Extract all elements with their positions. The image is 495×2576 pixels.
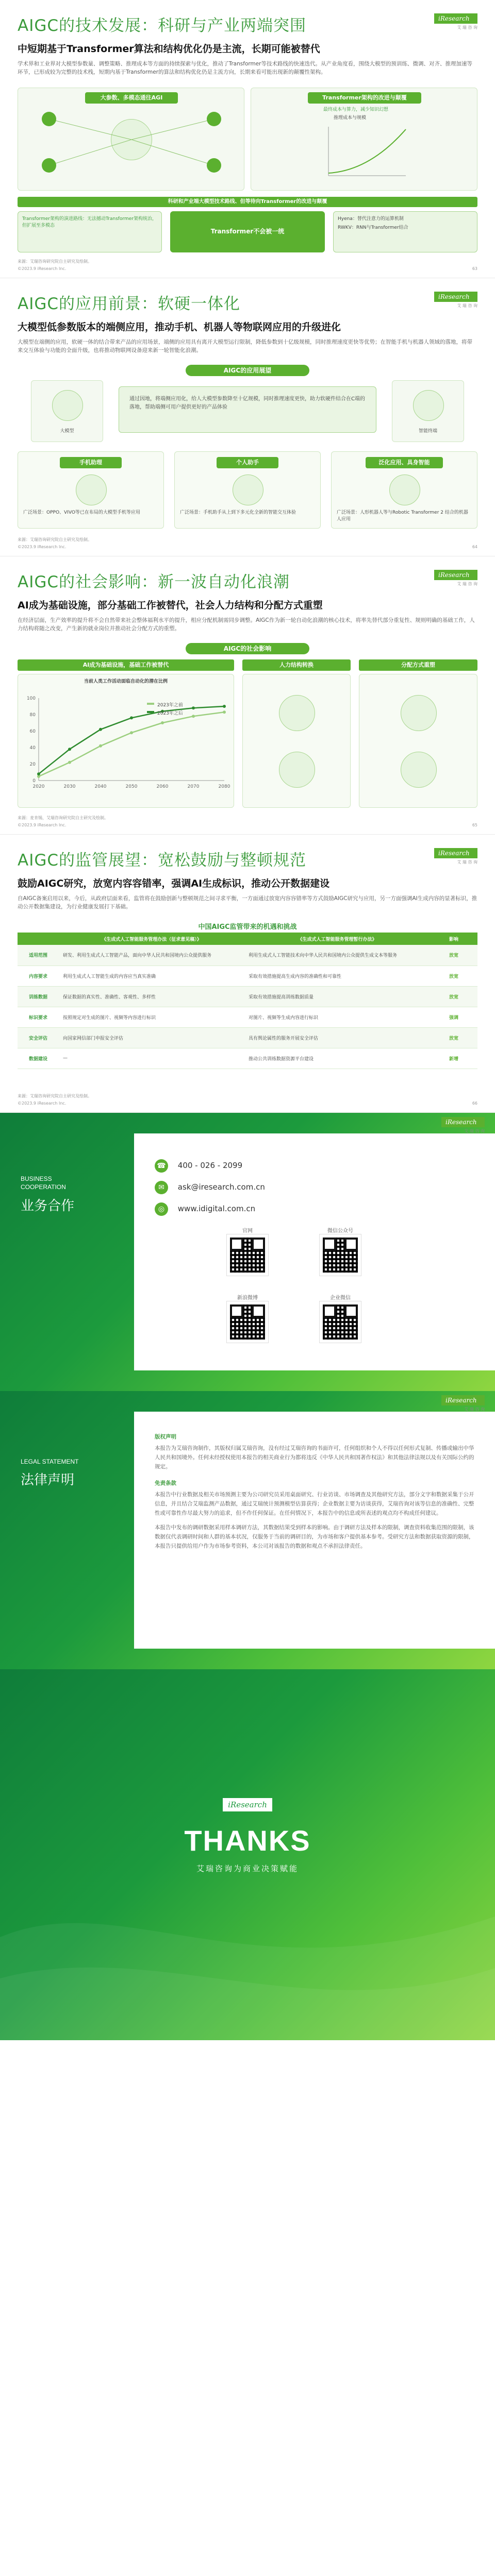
network-diagram xyxy=(18,88,245,191)
table-row xyxy=(18,1048,477,1069)
phone-icon: ☎ xyxy=(155,1159,168,1173)
source-note: 来源：艾瑞咨询研究院自主研究及绘制。 xyxy=(18,259,92,264)
iresearch-logo: iResearch 艾 瑞 咨 询 xyxy=(434,1395,485,1416)
page-subtitle: 中短期基于Transformer算法和结构优化仍是主流，长期可能被替代 xyxy=(18,43,320,55)
iresearch-logo: iResearch 艾 瑞 咨 询 xyxy=(434,1117,485,1138)
enterprise-wechat-qr-code[interactable] xyxy=(320,1301,361,1343)
table-cell: 放宽 xyxy=(449,953,458,959)
table-row xyxy=(18,1007,477,1027)
table-title: 中国AIGC监管带来的机遇和挑战 xyxy=(198,923,297,931)
email-row: ✉ ask@iresearch.com.cn xyxy=(155,1181,265,1194)
table-cell: 按照规定对生成的图片、视频等内容进行标识 xyxy=(63,1015,156,1021)
table-cell: 放宽 xyxy=(449,974,458,979)
phone-icon xyxy=(413,390,444,421)
row-header-cell: 标识要求 xyxy=(28,1015,47,1021)
data-point xyxy=(161,721,164,724)
globe-icon: ◎ xyxy=(155,1202,168,1216)
data-point xyxy=(99,728,102,731)
y-tick-label: 60 xyxy=(29,729,36,734)
data-point xyxy=(223,705,226,708)
data-point xyxy=(99,744,102,748)
series-line-0 xyxy=(39,712,224,776)
body-paragraph: 学术界和工业界对大模型参数量、调整策略、推理成本等方面的持续探索与优化，推动了Transformer等技术路线的快速迭代。从产业角度看，围绕大模型的预训练、微调、对齐、推理加速等环节，已形成较为完整的技术栈，短期内基于Transformer的算法和结构优化仍是主流方向，长期来看可能出现新的颠覆性架构。 xyxy=(18,61,473,75)
robot-icon xyxy=(389,474,420,505)
data-point xyxy=(130,716,133,719)
iresearch-logo: iResearch 艾 瑞 咨 询 xyxy=(427,292,477,312)
y-tick-label: 100 xyxy=(26,696,36,701)
table-cell: 向国家网信部门申报安全评估 xyxy=(63,1036,124,1041)
table-cell: 对图片、视频等生成内容进行标识 xyxy=(249,1015,319,1021)
data-point xyxy=(68,761,71,764)
table-cell: 放宽 xyxy=(449,1036,458,1041)
table-cell: 新增 xyxy=(449,1056,458,1062)
table-cell: 利用生成式人工智能生成的内容应当真实准确 xyxy=(63,974,156,979)
y-tick-label: 40 xyxy=(29,745,36,751)
page-footer: ©2023.9 iResearch Inc. 66 xyxy=(18,1101,477,1106)
x-tick-label: 2030 xyxy=(63,784,76,789)
legend-swatch xyxy=(147,703,154,705)
source-note: 来源：艾瑞咨询研究院自主研究及绘制。 xyxy=(18,1094,92,1098)
people-icon xyxy=(279,695,315,731)
thanks-logo: iResearch xyxy=(217,1798,278,1811)
page-title: AIGC的技术发展：科研与产业两端突围 xyxy=(18,16,307,35)
data-point xyxy=(68,748,71,751)
iresearch-logo: iResearch 艾 瑞 咨 询 xyxy=(427,848,477,869)
page-title: AIGC的监管展望：宽松鼓励与整顿规范 xyxy=(18,851,307,870)
table-cell: 保证数据的真实性、准确性、客观性、多样性 xyxy=(63,994,156,1000)
center-desc: 通过因地，将端侧应用化，给人大模型参数降至十亿规模，同时推理速度更快，助力软硬件结合在C端的落地，帮助端侧可用户提供更好的产品体验 xyxy=(119,386,376,433)
table-cell: 推动公共训练数据资源平台建设 xyxy=(249,1056,314,1062)
section-title: 业务合作 xyxy=(21,1198,75,1214)
data-point xyxy=(37,772,40,775)
data-point xyxy=(192,715,195,718)
table-row xyxy=(18,945,477,965)
en-label: BUSINESS COOPERATION xyxy=(21,1175,66,1191)
card-embodied-ai: 泛化应用、具身智能 广泛场景：人形机器人等与Robotic Transformer 2 结合的机器人应用 xyxy=(331,451,477,529)
weibo-qr-code[interactable] xyxy=(227,1301,268,1343)
table-row xyxy=(18,1027,477,1048)
table-cell: 放宽 xyxy=(449,994,458,1000)
table-cell: 研发、利用生成式人工智能产品，面向中华人民共和国境内公众提供服务 xyxy=(63,953,212,959)
x-tick-label: 2050 xyxy=(125,784,138,789)
table-cell: 强调 xyxy=(449,1015,458,1021)
balance-icon xyxy=(401,752,437,788)
labor-structure-panel xyxy=(242,674,351,808)
table-cell: — xyxy=(63,1056,68,1061)
phone-row: ☎ 400 - 026 - 2099 xyxy=(155,1159,242,1173)
page-title: AIGC的社会影响：新一波自动化浪潮 xyxy=(18,573,290,591)
table-cell: 采取有效措施提高训练数据质量 xyxy=(249,994,314,1000)
table-cell: 采取有效措施提高生成内容的准确性和可靠性 xyxy=(249,974,342,979)
iresearch-logo: iResearch 艾 瑞 咨 询 xyxy=(427,570,477,590)
card-phone-assistant: 手机助理 广泛场景：OPPO、VIVO等已在布局的大模型手机等应用 xyxy=(18,451,164,529)
device-box: 智能终端 xyxy=(392,380,464,442)
body-paragraph: 自AIGC备案启用以来，今后，从政府层面来看，监管将在鼓励创新与整顿规范之间寻求平衡，一方面通过放宽内容容错率等方式鼓励AIGC研究与应用，另一方面强调AI生成内容的显著标识，推动公开数据集建设，为行业健康发展打下基础。 xyxy=(18,895,477,910)
y-tick-label: 20 xyxy=(29,762,36,767)
website-row: ◎ www.idigital.com.cn xyxy=(155,1202,255,1216)
lower-right-box: Hyena：替代注意力的运算机制 RWKV：RNN与Transformer结合 xyxy=(333,211,477,252)
website-qr-code[interactable] xyxy=(227,1234,268,1276)
iresearch-logo: iResearch 艾 瑞 咨 询 xyxy=(427,13,477,34)
money-icon xyxy=(401,695,437,731)
lower-left-box: Transformer架构的演进路线：无法撼动Transformer架构统治，但扩展至多模态 xyxy=(18,211,162,252)
page-application-prospects: AIGC的应用前景：软硬一体化 iResearch 艾 瑞 咨 询 大模型低参数版本的端侧应用，推动手机、机器人等物联网应用的升级进化 大模型在端侧的应用，软硬一体的结合带来产品的应用场景，端侧的应用具有离开大模型运行限制，降低参数到十亿级规模，同时推理速度更快等优势；在智能手机与机器人领域的落地，将带来交互体验与功能的全面升级，也将推动物联网设备迎来新一轮智能化浪潮。 AIGC的应用展望 大模型 通过因地，将端侧应用化，给人大模型参数降至十亿规模，同时推理速度更快，助力软硬件结合在C端的落地，帮助端侧可用户提供更好的产品体验 智能终端 手机助理 广泛场景：OPPO、VIVO等已在布局的大模型手机等应用 个人助手 广泛场景：手机助手从上到下多元化全新的智能交互体验 泛化应用、具身智能 广泛场景：人形机器人等与Robotic Transformer 2 结合的机器人应用 来源：艾瑞咨询研究院自主研究及绘制。 ©2023.9 iResearch Inc. 64 xyxy=(0,278,495,556)
server-icon xyxy=(52,390,83,421)
page-tech-development: AIGC的技术发展：科研与产业两端突围 iResearch 艾 瑞 咨 询 中短期基于Transformer算法和结构优化仍是主流，长期可能被替代 学术界和工业界对大模型参数量、调整策略、推理成本等方面的持续探索与优化，推动了Transformer等技术路线的快速迭代。从产业角度看，围绕大模型的预训练、微调、对齐、推理加速等环节，已形成较为完整的技术栈，短期内基于Transformer的算法和结构优化仍是主流方向，长期来看可能出现新的颠覆性架构。 大参数、多模态通往AGI Transformer架构的改进与颠覆 最终成本与算力，减少知识幻想 推理成本与规模 科研和产业端大模型技术路线、但等待向Transformer的改进与颠覆 Transformer架构的演进路线：无法撼动Transformer架构统治，但扩展至多模态 Transformer不会被一统 Hyena：替代注意力的运算机制 RWKV：RNN与Transformer结合 来源：艾瑞咨询研究院自主研究及绘制。 ©2023.9 iResearch Inc. 63 xyxy=(0,0,495,278)
automation-chart-panel: 当前人类工作活动面临自动化的潜在比例 2020 2030 2040 2050 2060 2070 2080 0 20 40 60 80 100 2023年之前 2023年之后 xyxy=(18,674,234,808)
section-title: 法律声明 xyxy=(21,1472,75,1488)
table-cell: 利用生成式人工智能技术向中华人民共和国境内公众提供生成文本等服务 xyxy=(249,953,398,959)
row-header-cell: 数据建设 xyxy=(28,1056,47,1062)
x-tick-label: 2060 xyxy=(156,784,169,789)
page-footer: ©2023.9 iResearch Inc. 63 xyxy=(18,266,477,271)
workflow-icon xyxy=(279,752,315,788)
right-panel: Transformer架构的改进与颠覆 最终成本与算力，减少知识幻想 推理成本与规模 xyxy=(251,88,477,191)
table-row xyxy=(18,986,477,1007)
legend-swatch xyxy=(147,711,154,713)
right-box-header: 分配方式重塑 xyxy=(359,659,477,671)
body-paragraph: 大模型在端侧的应用，软硬一体的结合带来产品的应用场景，端侧的应用具有离开大模型运行限制，降低参数到十亿级规模，同时推理速度更快等优势；在智能手机与机器人领域的落地，将带来交互体验与功能的全面升级，也将推动物联网设备迎来新一轮智能化浪潮。 xyxy=(18,339,472,353)
page-legal-statement xyxy=(0,1391,495,1669)
legend-label: 2023年之前 xyxy=(157,703,183,708)
regulation-table: 《生成式人工智能服务管理办法（征求意见稿）》 《生成式人工智能服务管理暂行办法》 影响 适用范围 研发、利用生成式人工智能产品，面向中华人民共和国境内公众提供服务 利用生成式人工智能技术向中华人民共和国境内公众提供生成文本等服务 放宽 内容要求 利用生成式人工智能生成的内容应当真实准确 采取有效措施提高生成内容的准确性和可靠性 放宽 训练数据 保证数据的真实性、准确性、客观性、多样性 采取有效措施提高训练数据质量 放宽 标识要求 按照规定对生成的图片、视频等内容进行标识 对图片、视频等生成内容进行标识 强调 安全评估 向国家网信部门申报安全评估 具有舆论属性的服务开展安全评估 放宽 数据建设 — 推动公共训练数据资源平台建设 新增 xyxy=(18,933,477,1069)
x-tick-label: 2070 xyxy=(187,784,200,789)
center-box-header: 人力结构转换 xyxy=(242,659,351,671)
page-social-impact: AIGC的社会影响：新一波自动化浪潮 iResearch 艾 瑞 咨 询 AI成为基础设施，部分基础工作被替代，社会人力结构和分配方式重塑 在经济层面，生产效率的提升将不会自然带来社会整体福利水平的提升，相应分配机制需同步调整。AIGC作为新一轮自动化浪潮的核心技术，将率先替代部分重复性、规则明确的基础工作，人力结构将随之改变，产生新的就业岗位并推动社会分配方式的重塑。 AIGC的社会影响 AI成为基础设施，基础工作被替代 当前人类工作活动面临自动化的潜在比例 2020 2030 2040 2050 2060 2070 2080 0 20 40 60 80 100 2023年之前 2023年之后 人力结构转换 分配方式重塑 来源：麦肯锡，艾瑞咨询研究院自主研究及绘制。 ©2023.9 iResearch Inc. 65 xyxy=(0,556,495,835)
x-tick-label: 2080 xyxy=(218,784,230,789)
en-label: LEGAL STATEMENT xyxy=(21,1458,79,1465)
data-point xyxy=(130,731,133,734)
page-footer: ©2023.9 iResearch Inc. 65 xyxy=(18,823,477,827)
mail-icon: ✉ xyxy=(155,1181,168,1194)
wechat-qr-code[interactable] xyxy=(320,1234,361,1276)
y-tick-label: 0 xyxy=(32,778,36,784)
page-title: AIGC的应用前景：软硬一体化 xyxy=(18,295,241,313)
table-cell: 具有舆论属性的服务开展安全评估 xyxy=(249,1036,319,1041)
page-regulation xyxy=(0,835,495,1113)
left-box-header: AI成为基础设施，基础工作被替代 xyxy=(18,659,234,671)
thanks-heading: THANKS xyxy=(184,1824,311,1857)
scale-chart xyxy=(251,88,478,191)
body-paragraph: 在经济层面，生产效率的提升将不会自然带来社会整体福利水平的提升，相应分配机制需同步调整。AIGC作为新一轮自动化浪潮的核心技术，将率先替代部分重复性、规则明确的基础工作，人力结构将随之改变，产生新的就业岗位并推动社会分配方式的重塑。 xyxy=(18,617,475,632)
data-point xyxy=(223,710,226,714)
page-footer: ©2023.9 iResearch Inc. 64 xyxy=(18,545,477,549)
page-thanks xyxy=(0,1669,495,2040)
left-panel: 大参数、多模态通往AGI xyxy=(18,88,244,191)
automation-line-chart xyxy=(18,688,235,806)
legend-label: 2023年之后 xyxy=(157,711,183,716)
model-box: 大模型 xyxy=(31,380,103,442)
row-header-cell: 训练数据 xyxy=(28,994,47,1000)
x-tick-label: 2020 xyxy=(32,784,45,789)
row-header-cell: 适用范围 xyxy=(28,953,47,959)
data-point xyxy=(192,706,195,709)
lower-center-box: Transformer不会被一统 xyxy=(170,211,325,252)
source-note: 来源：麦肯锡，艾瑞咨询研究院自主研究及绘制。 xyxy=(18,816,108,820)
page-subtitle: AI成为基础设施，部分基础工作被替代，社会人力结构和分配方式重塑 xyxy=(18,600,323,611)
row-header-cell: 安全评估 xyxy=(28,1036,47,1041)
smartphone-icon xyxy=(76,474,107,505)
page-subtitle: 大模型低参数版本的端侧应用，推动手机、机器人等物联网应用的升级进化 xyxy=(18,321,341,333)
table-row xyxy=(18,965,477,986)
x-tick-label: 2040 xyxy=(94,784,107,789)
person-icon xyxy=(233,474,263,505)
distribution-panel xyxy=(359,674,477,808)
tagline: 艾瑞咨询为商业决策赋能 xyxy=(196,1864,299,1873)
page-business-cooperation xyxy=(0,1113,495,1391)
qr-grid: 官网 微信公众号 新浪微博 企业微信 xyxy=(217,1226,382,1360)
source-note: 来源：艾瑞咨询研究院自主研究及绘制。 xyxy=(18,537,92,542)
legal-text: 版权声明 本报告为艾瑞咨询制作，其版权归属艾瑞咨询，没有经过艾瑞咨询的书面许可，任何组织和个人不得以任何形式复制、传播或输出中华人民共和国境外。任何未经授权使用本报告的相关商业行为都将违反《中华人民共和国著作权法》和其他法律法规以及有关国际公约的规定。 免责条款 本报告中行业数据及相关市场预测主要为公司研究员采用桌面研究、行业访谈、市场调查及其他研究方法，部分文字和数据采集于公开信息，并且结合艾瑞监测产品数据，通过艾瑞统计预测模型估算获得；企业数据主要为访谈获得，艾瑞咨询对该等信息的准确性、完整性或可靠性作尽最大努力的追求，但不作任何保证。在任何情况下，本报告中的信息或所表述的观点均不构成任何建议。 本报告中发布的调研数据采用样本调研方法，其数据结果受到样本的影响。由于调研方法及样本的限制，调查资料收集范围的限制，该数据仅代表调研时间和人群的基本状况，仅服务于当前的调研目的，为市场和客户提供基本参考。受研究方法和数据获取资源的限制，本报告只提供给用户作为市场参考资料，本公司对该报告的数据和观点不承担法律责任。 xyxy=(155,1434,474,1549)
y-tick-label: 80 xyxy=(29,713,36,718)
row-header-cell: 内容要求 xyxy=(28,974,47,979)
card-personal-assistant: 个人助手 广泛场景：手机助手从上到下多元化全新的智能交互体验 xyxy=(174,451,321,529)
page-subtitle: 鼓励AIGC研究，放宽内容容错率，强调AI生成标识，推动公开数据建设 xyxy=(18,878,330,889)
